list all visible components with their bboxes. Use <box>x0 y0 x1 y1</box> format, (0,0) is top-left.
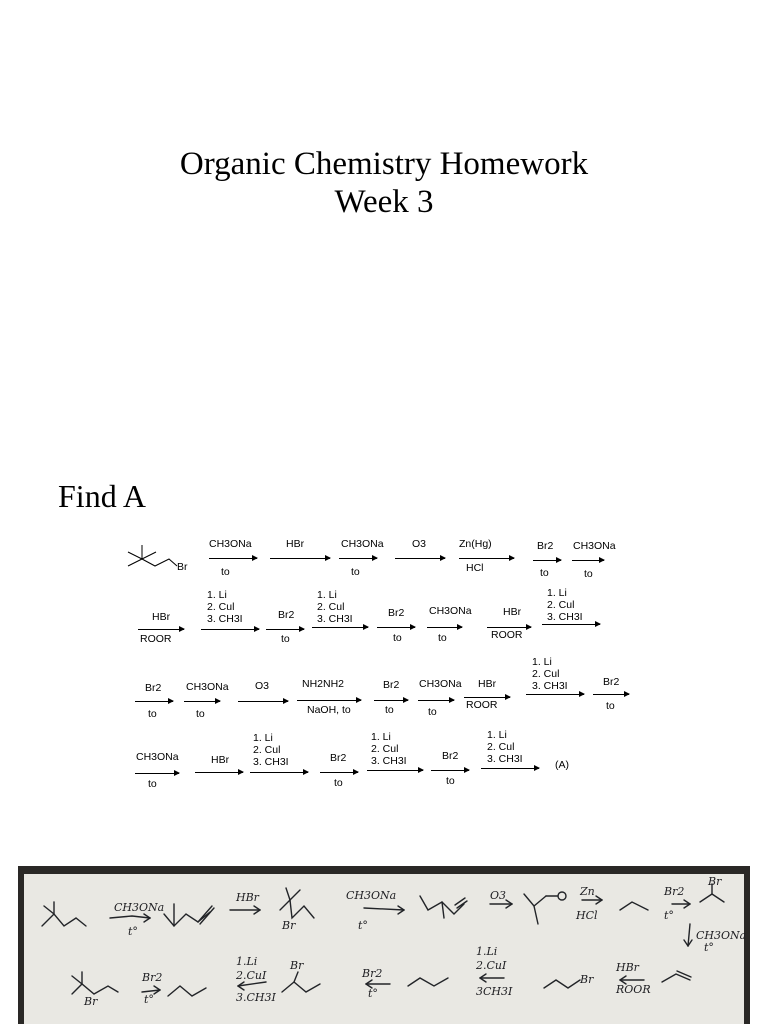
row2-step7-below: ROOR <box>491 629 523 641</box>
hw-r1-cond7: t° <box>704 941 714 954</box>
row1-arrow7 <box>572 560 604 561</box>
row2-arrow7 <box>487 627 531 628</box>
row2-step4-above: 1. Li 2. Cul 3. CH3I <box>317 589 353 625</box>
row4-step6-below: to <box>446 775 455 787</box>
row3-step2-below: to <box>196 708 205 720</box>
hw-r2-step5: 2.CuI <box>476 959 507 972</box>
row3-step9-above: Br2 <box>603 676 620 688</box>
row2-arrow8 <box>542 624 600 625</box>
row4-step3-above: 1. Li 2. Cul 3. CH3I <box>253 732 289 768</box>
row3-step4-below: NaOH, to <box>307 704 351 716</box>
hw-r1-reagent5: Zn <box>580 885 595 898</box>
hw-r1-br2: Br <box>708 875 722 888</box>
row1-arrow6 <box>533 560 561 561</box>
row3-arrow9 <box>593 694 629 695</box>
row3-arrow1 <box>135 701 173 702</box>
hw-r1-reagent2: HBr <box>236 891 259 904</box>
row4-arrow3 <box>250 772 308 773</box>
row3-step6-above: CH3ONa <box>419 678 462 690</box>
row2-arrow1 <box>138 629 184 630</box>
row3-step8-above: 1. Li 2. Cul 3. CH3I <box>532 656 568 692</box>
row3-step9-below: to <box>606 700 615 712</box>
row1-step7-above: CH3ONa <box>573 540 616 552</box>
row3-arrow4 <box>297 700 361 701</box>
task-heading: Find A <box>58 478 147 514</box>
row2-step7-above: HBr <box>503 606 522 618</box>
hw-r1-reagent7: CH3ONa <box>696 929 747 942</box>
row2-arrow3 <box>266 629 304 630</box>
row3-arrow5 <box>374 700 408 701</box>
row1-step5-above: Zn(Hg) <box>459 538 492 550</box>
paper-sheet <box>24 874 747 1024</box>
row4-step4-below: to <box>334 777 343 789</box>
row1-arrow3 <box>339 558 377 559</box>
hw-r2-reagent3: HBr <box>616 961 639 974</box>
start-bromo-label: Br <box>177 561 188 573</box>
hw-r2-br2: Br <box>290 959 304 972</box>
row4-step6-above: Br2 <box>442 750 459 762</box>
row1-step2-above: HBr <box>286 538 305 550</box>
row3-step1-above: Br2 <box>145 682 162 694</box>
row4-arrow2 <box>195 772 243 773</box>
row1-step6-above: Br2 <box>537 540 554 552</box>
row1-step7-below: to <box>584 568 593 580</box>
row2-step5-above: Br2 <box>388 607 405 619</box>
row1-arrow5 <box>459 558 514 559</box>
hw-r1-reagent1: CH3ONa <box>114 901 165 914</box>
hw-r1-reagent6: Br2 <box>664 885 685 898</box>
row3-arrow8 <box>526 694 584 695</box>
row2-step6-above: CH3ONa <box>429 605 472 617</box>
row4-arrow1 <box>135 773 179 774</box>
row4-step5-above: 1. Li 2. Cul 3. CH3I <box>371 731 407 767</box>
row3-step6-below: to <box>428 706 437 718</box>
hw-r2-reagent2: Br2 <box>362 967 383 980</box>
row2-arrow6 <box>427 627 462 628</box>
row3-arrow3 <box>238 701 288 702</box>
hw-r2-br1: Br <box>84 995 98 1008</box>
row2-step5-below: to <box>393 632 402 644</box>
row2-step6-below: to <box>438 632 447 644</box>
hw-r2-step6: 3CH3I <box>476 985 513 998</box>
row2-arrow4 <box>312 627 368 628</box>
row4-step1-above: CH3ONa <box>136 751 179 763</box>
row4-arrow4 <box>320 772 358 773</box>
hw-r1-reagent4: O3 <box>490 889 507 902</box>
row1-arrow4 <box>395 558 445 559</box>
row3-arrow6 <box>418 700 454 701</box>
row2-step1-above: HBr <box>152 611 171 623</box>
hw-r2-reagent1: Br2 <box>142 971 163 984</box>
hw-r2-step4: 1.Li <box>476 945 498 958</box>
row2-arrow5 <box>377 627 415 628</box>
hw-r2-step1: 1.Li <box>236 955 258 968</box>
hw-r2-step2: 2.CuI <box>236 969 267 982</box>
row1-step3-below: to <box>351 566 360 578</box>
row1-arrow1 <box>209 558 257 559</box>
row3-step7-above: HBr <box>478 678 497 690</box>
row2-step3-below: to <box>281 633 290 645</box>
row3-step5-above: Br2 <box>383 679 400 691</box>
hw-r1-cond3: t° <box>358 919 368 932</box>
product-A-label: (A) <box>555 759 569 771</box>
row3-step5-below: to <box>385 704 394 716</box>
row1-step1-below: to <box>221 566 230 578</box>
row2-step1-below: ROOR <box>140 633 172 645</box>
hw-r1-reagent3: CH3ONa <box>346 889 397 902</box>
slide-title-line1: Organic Chemistry Homework <box>179 146 589 182</box>
row3-step3-above: O3 <box>255 680 270 692</box>
row4-step1-below: to <box>148 778 157 790</box>
hw-r2-step3: 3.CH3I <box>236 991 276 1004</box>
row4-step2-above: HBr <box>211 754 230 766</box>
row3-arrow7 <box>464 697 510 698</box>
row1-step1-above: CH3ONa <box>209 538 252 550</box>
row3-step4-above: NH2NH2 <box>302 678 345 690</box>
row4-arrow6 <box>431 770 469 771</box>
row4-arrow7 <box>481 768 539 769</box>
row1-step5-below: HCl <box>466 562 484 574</box>
row3-step7-below: ROOR <box>466 699 498 711</box>
hw-r1-br1: Br <box>282 919 296 932</box>
row2-step2-above: 1. Li 2. Cul 3. CH3I <box>207 589 243 625</box>
row3-step2-above: CH3ONa <box>186 681 229 693</box>
row3-arrow2 <box>184 701 220 702</box>
hw-r2-br3: Br <box>580 973 594 986</box>
row1-step4-above: O3 <box>412 538 427 550</box>
hw-r1-cond6: t° <box>664 909 674 922</box>
row3-step1-below: to <box>148 708 157 720</box>
row2-step8-above: 1. Li 2. Cul 3. CH3I <box>547 587 583 623</box>
row2-step3-above: Br2 <box>278 609 295 621</box>
row1-step3-above: CH3ONa <box>341 538 384 550</box>
slide-title-line2: Week 3 <box>334 184 434 220</box>
row1-arrow2 <box>270 558 330 559</box>
hw-r2-cond1: t° <box>144 993 154 1006</box>
row1-step6-below: to <box>540 567 549 579</box>
hw-r2-cond2: t° <box>368 987 378 1000</box>
hw-r1-cond5: HCl <box>576 909 598 922</box>
hw-r1-cond1: t° <box>128 925 138 938</box>
handwritten-solution-photo <box>18 866 750 1024</box>
row4-arrow5 <box>367 770 423 771</box>
row4-step7-above: 1. Li 2. Cul 3. CH3I <box>487 729 523 765</box>
row4-step4-above: Br2 <box>330 752 347 764</box>
hw-r2-cond3: ROOR <box>616 983 651 996</box>
row2-arrow2 <box>201 629 259 630</box>
